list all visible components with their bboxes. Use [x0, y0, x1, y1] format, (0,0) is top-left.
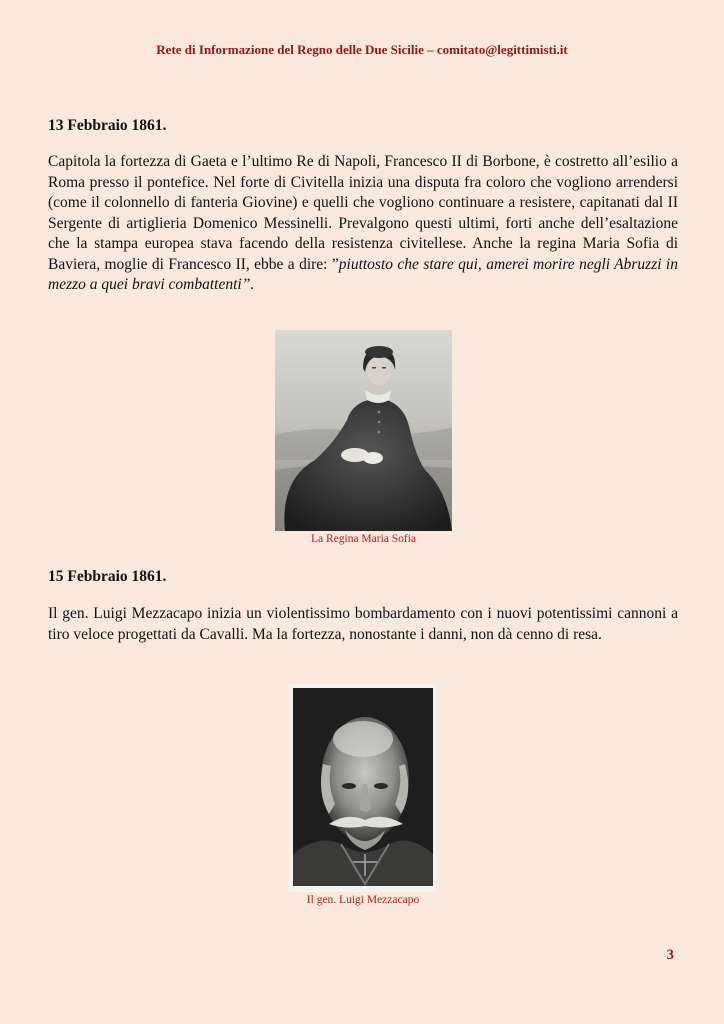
- section-paragraph-2: Il gen. Luigi Mezzacapo inizia un violentissimo bombardamento con i nuovi potentissimi cannoni a tiro veloce progettati da Cavalli. Ma la fortezza, nonostante i danni, non dà cenno di resa.: [48, 605, 678, 643]
- paragraph-text: Capitola la fortezza di Gaeta e l’ultimo Re di Napoli, Francesco II di Borbone, è costretto all’esilio a Roma presso il pontefice. Nel forte di Civitella inizia una disputa fra coloro che vogliono arrendersi (come il colonnello di fanteria Giovine) e quelli che vogliono continuare a resistere, capitanati dal II Sergente di artiglieria Domenico Messinelli. Prevalgono questi ultimi, forti anche dell’esaltazione che la stampa europea stava facendo della resistenza civitellese. Anche la regina Maria Sofia di Baviera, moglie di Francesco II, ebbe a dire: ”: [48, 153, 678, 273]
- photo-caption-1: La Regina Maria Sofia: [310, 533, 417, 545]
- page-number: 3: [666, 947, 674, 963]
- quote-text: piuttosto che stare qui, amerei morire negli Abruzzi in mezzo a quei bravi combattenti”.: [48, 255, 678, 293]
- general-mezzacapo-photo: [289, 684, 437, 892]
- section-paragraph-1: [48, 152, 678, 296]
- photo-caption-2: Il gen. Luigi Mezzacapo: [306, 894, 420, 906]
- section-date-1: 13 Febbraio 1861.: [48, 117, 167, 134]
- queen-maria-sofia-photo: [275, 330, 452, 531]
- page-header: Rete di Informazione del Regno delle Due Sicilie – comitato@legittimisti.it: [156, 42, 568, 57]
- section-date-2: 15 Febbraio 1861.: [48, 568, 167, 585]
